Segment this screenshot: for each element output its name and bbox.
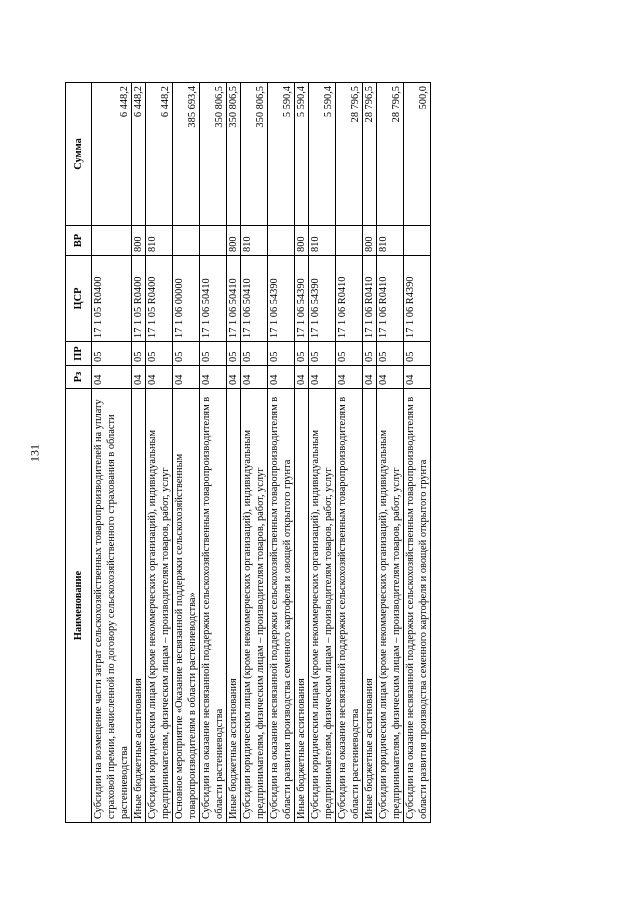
cell-csr: 17 1 06 00000 (173, 256, 200, 342)
cell-vr (336, 226, 363, 256)
cell-csr: 17 1 06 R0410 (336, 256, 363, 342)
cell-name: Иные бюджетные ассигнования (227, 389, 241, 823)
cell-sum: 350 806,5 (200, 83, 227, 226)
cell-sum: 28 796,5 (363, 83, 377, 226)
cell-pr: 05 (336, 342, 363, 366)
cell-sum: 5 590,4 (295, 83, 309, 226)
table-body (92, 83, 431, 823)
cell-sum: 28 796,5 (377, 83, 404, 226)
cell-rz: 04 (241, 366, 268, 389)
table-row (363, 83, 377, 823)
header-rz: Рз (66, 366, 92, 389)
table-row (377, 83, 404, 823)
cell-rz: 04 (173, 366, 200, 389)
cell-name: Субсидии на возмещение части затрат сельскохозяйственных товаропроизводителей на уплату страховой премии, начисленной по договору сельскохозяйственного страхования в области растениеводства (92, 389, 132, 823)
cell-pr: 05 (363, 342, 377, 366)
cell-vr: 810 (146, 226, 173, 256)
table-row (336, 83, 363, 823)
cell-csr: 17 1 05 R0400 (132, 256, 146, 342)
cell-csr: 17 1 06 R0410 (363, 256, 377, 342)
cell-csr: 17 1 06 R0410 (377, 256, 404, 342)
cell-name: Субсидии на оказание несвязанной поддержки сельскохозяйственным товаропроизводителям в области развития производства семенного картофеля и овощей открытого грунта (268, 389, 295, 823)
table-header-row (66, 83, 92, 823)
cell-vr (268, 226, 295, 256)
table-row (173, 83, 200, 823)
table-row (295, 83, 309, 823)
cell-rz: 04 (336, 366, 363, 389)
cell-vr (173, 226, 200, 256)
cell-csr: 17 1 06 50410 (227, 256, 241, 342)
header-pr: ПР (66, 342, 92, 366)
cell-sum: 500,0 (404, 83, 431, 226)
table-row (92, 83, 132, 823)
cell-pr: 05 (200, 342, 227, 366)
budget-table (65, 82, 431, 823)
cell-vr (92, 226, 132, 256)
table-row (309, 83, 336, 823)
cell-rz: 04 (227, 366, 241, 389)
cell-sum: 350 806,5 (241, 83, 268, 226)
cell-pr: 05 (146, 342, 173, 366)
cell-rz: 04 (146, 366, 173, 389)
cell-csr: 17 1 06 54390 (295, 256, 309, 342)
cell-vr: 800 (132, 226, 146, 256)
cell-pr: 05 (132, 342, 146, 366)
cell-name: Иные бюджетные ассигнования (363, 389, 377, 823)
cell-sum: 6 448,2 (132, 83, 146, 226)
cell-sum: 6 448,2 (92, 83, 132, 226)
cell-rz: 04 (132, 366, 146, 389)
table-row (268, 83, 295, 823)
cell-csr: 17 1 05 R0400 (92, 256, 132, 342)
cell-pr: 05 (173, 342, 200, 366)
page-number: 131 (27, 444, 42, 462)
cell-name: Субсидии юридическим лицам (кроме некоммерческих организаций), индивидуальным предпринимателям, физическим лицам – производителям товаров, работ, услуг (241, 389, 268, 823)
cell-rz: 04 (295, 366, 309, 389)
cell-rz: 04 (200, 366, 227, 389)
cell-pr: 05 (309, 342, 336, 366)
cell-vr: 810 (309, 226, 336, 256)
table-row (132, 83, 146, 823)
cell-csr: 17 1 06 54390 (268, 256, 295, 342)
cell-sum: 385 693,4 (173, 83, 200, 226)
cell-name: Субсидии юридическим лицам (кроме некоммерческих организаций), индивидуальным предпринимателям, физическим лицам – производителям товаров, работ, услуг (309, 389, 336, 823)
cell-pr: 05 (404, 342, 431, 366)
cell-name: Основное мероприятие «Оказание несвязанной поддержки сельскохозяйственным товаропроизводителям в области растениеводства» (173, 389, 200, 823)
cell-name: Субсидии на оказание несвязанной поддержки сельскохозяйственным товаропроизводителям в области растениеводства (336, 389, 363, 823)
cell-name: Субсидии на оказание несвязанной поддержки сельскохозяйственным товаропроизводителям в области развития производства семенного картофеля и овощей открытого грунта (404, 389, 431, 823)
header-vr: ВР (66, 226, 92, 256)
cell-vr: 810 (377, 226, 404, 256)
cell-csr: 17 1 06 54390 (309, 256, 336, 342)
cell-csr: 17 1 05 R0400 (146, 256, 173, 342)
cell-pr: 05 (377, 342, 404, 366)
table-row (227, 83, 241, 823)
cell-pr: 05 (241, 342, 268, 366)
cell-pr: 05 (295, 342, 309, 366)
cell-csr: 17 1 06 R4390 (404, 256, 431, 342)
table-row (241, 83, 268, 823)
cell-rz: 04 (309, 366, 336, 389)
cell-name: Субсидии на оказание несвязанной поддержки сельскохозяйственным товаропроизводителям в области растениеводства (200, 389, 227, 823)
cell-rz: 04 (404, 366, 431, 389)
cell-pr: 05 (92, 342, 132, 366)
cell-rz: 04 (92, 366, 132, 389)
table-row (146, 83, 173, 823)
cell-rz: 04 (377, 366, 404, 389)
cell-name: Субсидии юридическим лицам (кроме некоммерческих организаций), индивидуальным предпринимателям, физическим лицам – производителям товаров, работ, услуг (377, 389, 404, 823)
cell-csr: 17 1 06 50410 (241, 256, 268, 342)
cell-name: Субсидии юридическим лицам (кроме некоммерческих организаций), индивидуальным предпринимателям, физическим лицам – производителям товаров, работ, услуг (146, 389, 173, 823)
cell-pr: 05 (227, 342, 241, 366)
cell-pr: 05 (268, 342, 295, 366)
cell-vr (404, 226, 431, 256)
header-sum: Сумма (66, 83, 92, 226)
cell-vr: 810 (241, 226, 268, 256)
cell-vr: 800 (295, 226, 309, 256)
cell-vr (200, 226, 227, 256)
cell-rz: 04 (363, 366, 377, 389)
cell-vr: 800 (363, 226, 377, 256)
cell-vr: 800 (227, 226, 241, 256)
cell-name: Иные бюджетные ассигнования (295, 389, 309, 823)
cell-sum: 5 590,4 (268, 83, 295, 226)
cell-rz: 04 (268, 366, 295, 389)
cell-sum: 6 448,2 (146, 83, 173, 226)
cell-sum: 5 590,4 (309, 83, 336, 226)
table-row (404, 83, 431, 823)
header-name: Наименование (66, 389, 92, 823)
cell-sum: 350 806,5 (227, 83, 241, 226)
cell-csr: 17 1 06 50410 (200, 256, 227, 342)
header-csr: ЦСР (66, 256, 92, 342)
cell-name: Иные бюджетные ассигнования (132, 389, 146, 823)
table-row (200, 83, 227, 823)
rotated-table-wrapper (65, 83, 565, 823)
cell-sum: 28 796,5 (336, 83, 363, 226)
